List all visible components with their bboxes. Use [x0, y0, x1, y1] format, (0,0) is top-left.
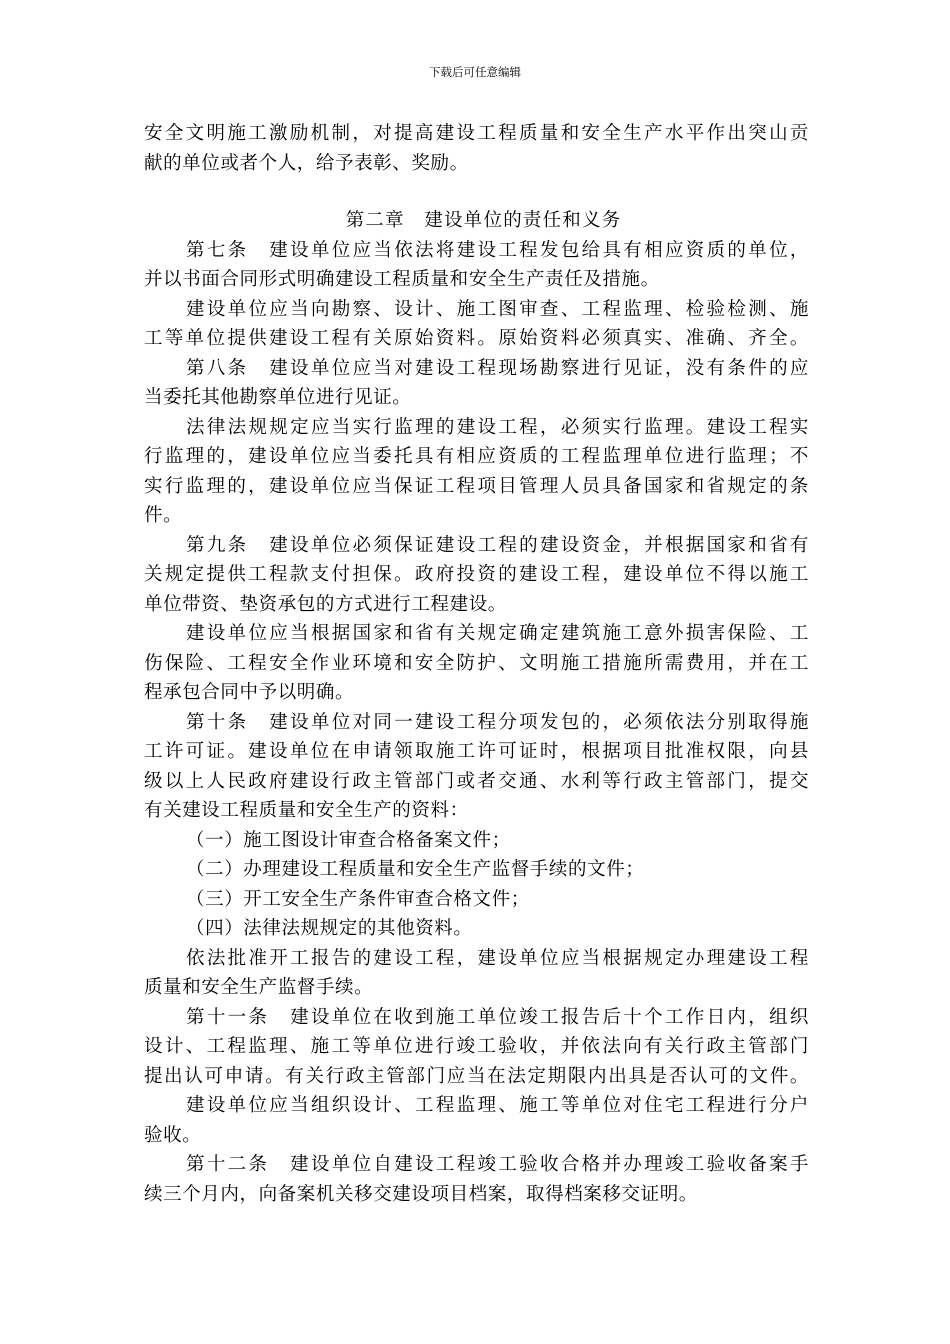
text-line: 安全文明施工激励机制，对提高建设工程质量和安全生产水平作出突山贡 [144, 123, 809, 144]
article-8 [144, 354, 809, 413]
article-12 [144, 1150, 809, 1209]
document-body [144, 119, 809, 1209]
text-line: 质量和安全生产监督手续。 [144, 977, 374, 998]
text-line: 工许可证。建设单位在申请领取施工许可证时，根据项目批准权限，向县 [144, 741, 809, 762]
article-10 [144, 708, 809, 826]
text-line: 工等单位提供建设工程有关原始资料。原始资料必须真实、准确、齐全。 [144, 328, 809, 349]
article-9-paragraph-2 [144, 619, 809, 708]
text-line: 件。 [144, 505, 183, 526]
list-item: （三）开工安全生产条件审查合格文件； [186, 888, 530, 910]
page-header: 下载后可任意编辑 [429, 65, 521, 79]
text-line: 第八条 建设单位应当对建设工程现场勘察进行见证，没有条件的应 [186, 357, 809, 379]
text-line: 第七条 建设单位应当依法将建设工程发包给具有相应资质的单位， [186, 239, 809, 261]
text-line: 建设单位应当根据国家和省有关规定确定建筑施工意外损害保险、工 [186, 623, 809, 644]
article-8-paragraph-2 [144, 413, 809, 531]
article-11-paragraph-2 [144, 1091, 809, 1150]
text-line: 献的单位或者个人，给予表彰、奖励。 [144, 152, 469, 174]
text-line: 实行监理的，建设单位应当保证工程项目管理人员具备国家和省规定的条 [144, 475, 809, 497]
text-line: 法律法规规定应当实行监理的建设工程，必须实行监理。建设工程实 [186, 416, 809, 438]
text-line: 程承包合同中予以明确。 [144, 682, 355, 703]
text-line: 并以书面合同形式明确建设工程质量和安全生产责任及措施。 [144, 269, 660, 290]
article-10-paragraph-2 [144, 944, 809, 1003]
text-line: 建设单位应当向勘察、设计、施工图审查、工程监理、检验检测、施 [186, 298, 809, 320]
text-line: 续三个月内，向备案机关移交建设项目档案，取得档案移交证明。 [144, 1183, 698, 1205]
text-line: 提出认可申请。有关行政主管部门应当在法定期限内出具是否认可的文件。 [144, 1065, 809, 1087]
text-line: 设计、工程监理、施工等单位进行竣工验收，并依法向有关行政主管部门 [144, 1036, 809, 1057]
text-line: 单位带资、垫资承包的方式进行工程建设。 [144, 593, 507, 615]
article-9 [144, 531, 809, 620]
list-item: （一）施工图设计审查合格备案文件； [186, 829, 511, 851]
article-7 [144, 236, 809, 295]
article-7-paragraph-2 [144, 295, 809, 354]
paragraph-intro-continued [144, 119, 809, 178]
list-item: （四）法律法规规定的其他资料。 [186, 918, 473, 939]
article-10-list [144, 826, 809, 944]
text-line: 伤保险、工程安全作业环境和安全防护、文明施工措施所需费用，并在工 [144, 652, 809, 674]
text-line: 当委托其他勘察单位进行见证。 [144, 387, 412, 408]
text-line: 验收。 [144, 1124, 202, 1146]
text-line: 依法批准开工报告的建设工程，建设单位应当根据规定办理建设工程 [186, 947, 809, 969]
text-line: 有关建设工程质量和安全生产的资料： [144, 800, 469, 821]
list-item: （二）办理建设工程质量和安全生产监督手续的文件； [186, 859, 645, 880]
text-line: 第十条 建设单位对同一建设工程分项发包的，必须依法分别取得施 [186, 711, 809, 733]
text-line: 关规定提供工程款支付担保。政府投资的建设工程，建设单位不得以施工 [144, 564, 809, 585]
text-line: 建设单位应当组织设计、工程监理、施工等单位对住宅工程进行分户 [186, 1095, 809, 1116]
chapter-title: 第二章 建设单位的责任和义务 [345, 210, 622, 231]
article-11 [144, 1003, 809, 1092]
text-line: 第十二条 建设单位自建设工程竣工验收合格并办理竣工验收备案手 [186, 1154, 809, 1175]
text-line: 行监理的，建设单位应当委托具有相应资质的工程监理单位进行监理；不 [144, 446, 809, 467]
text-line: 级以上人民政府建设行政主管部门或者交通、水利等行政主管部门，提交 [144, 770, 809, 792]
text-line: 第十一条 建设单位在收到施工单位竣工报告后十个工作日内，组织 [186, 1006, 809, 1028]
text-line: 第九条 建设单位必须保证建设工程的建设资金，并根据国家和省有 [186, 534, 809, 556]
